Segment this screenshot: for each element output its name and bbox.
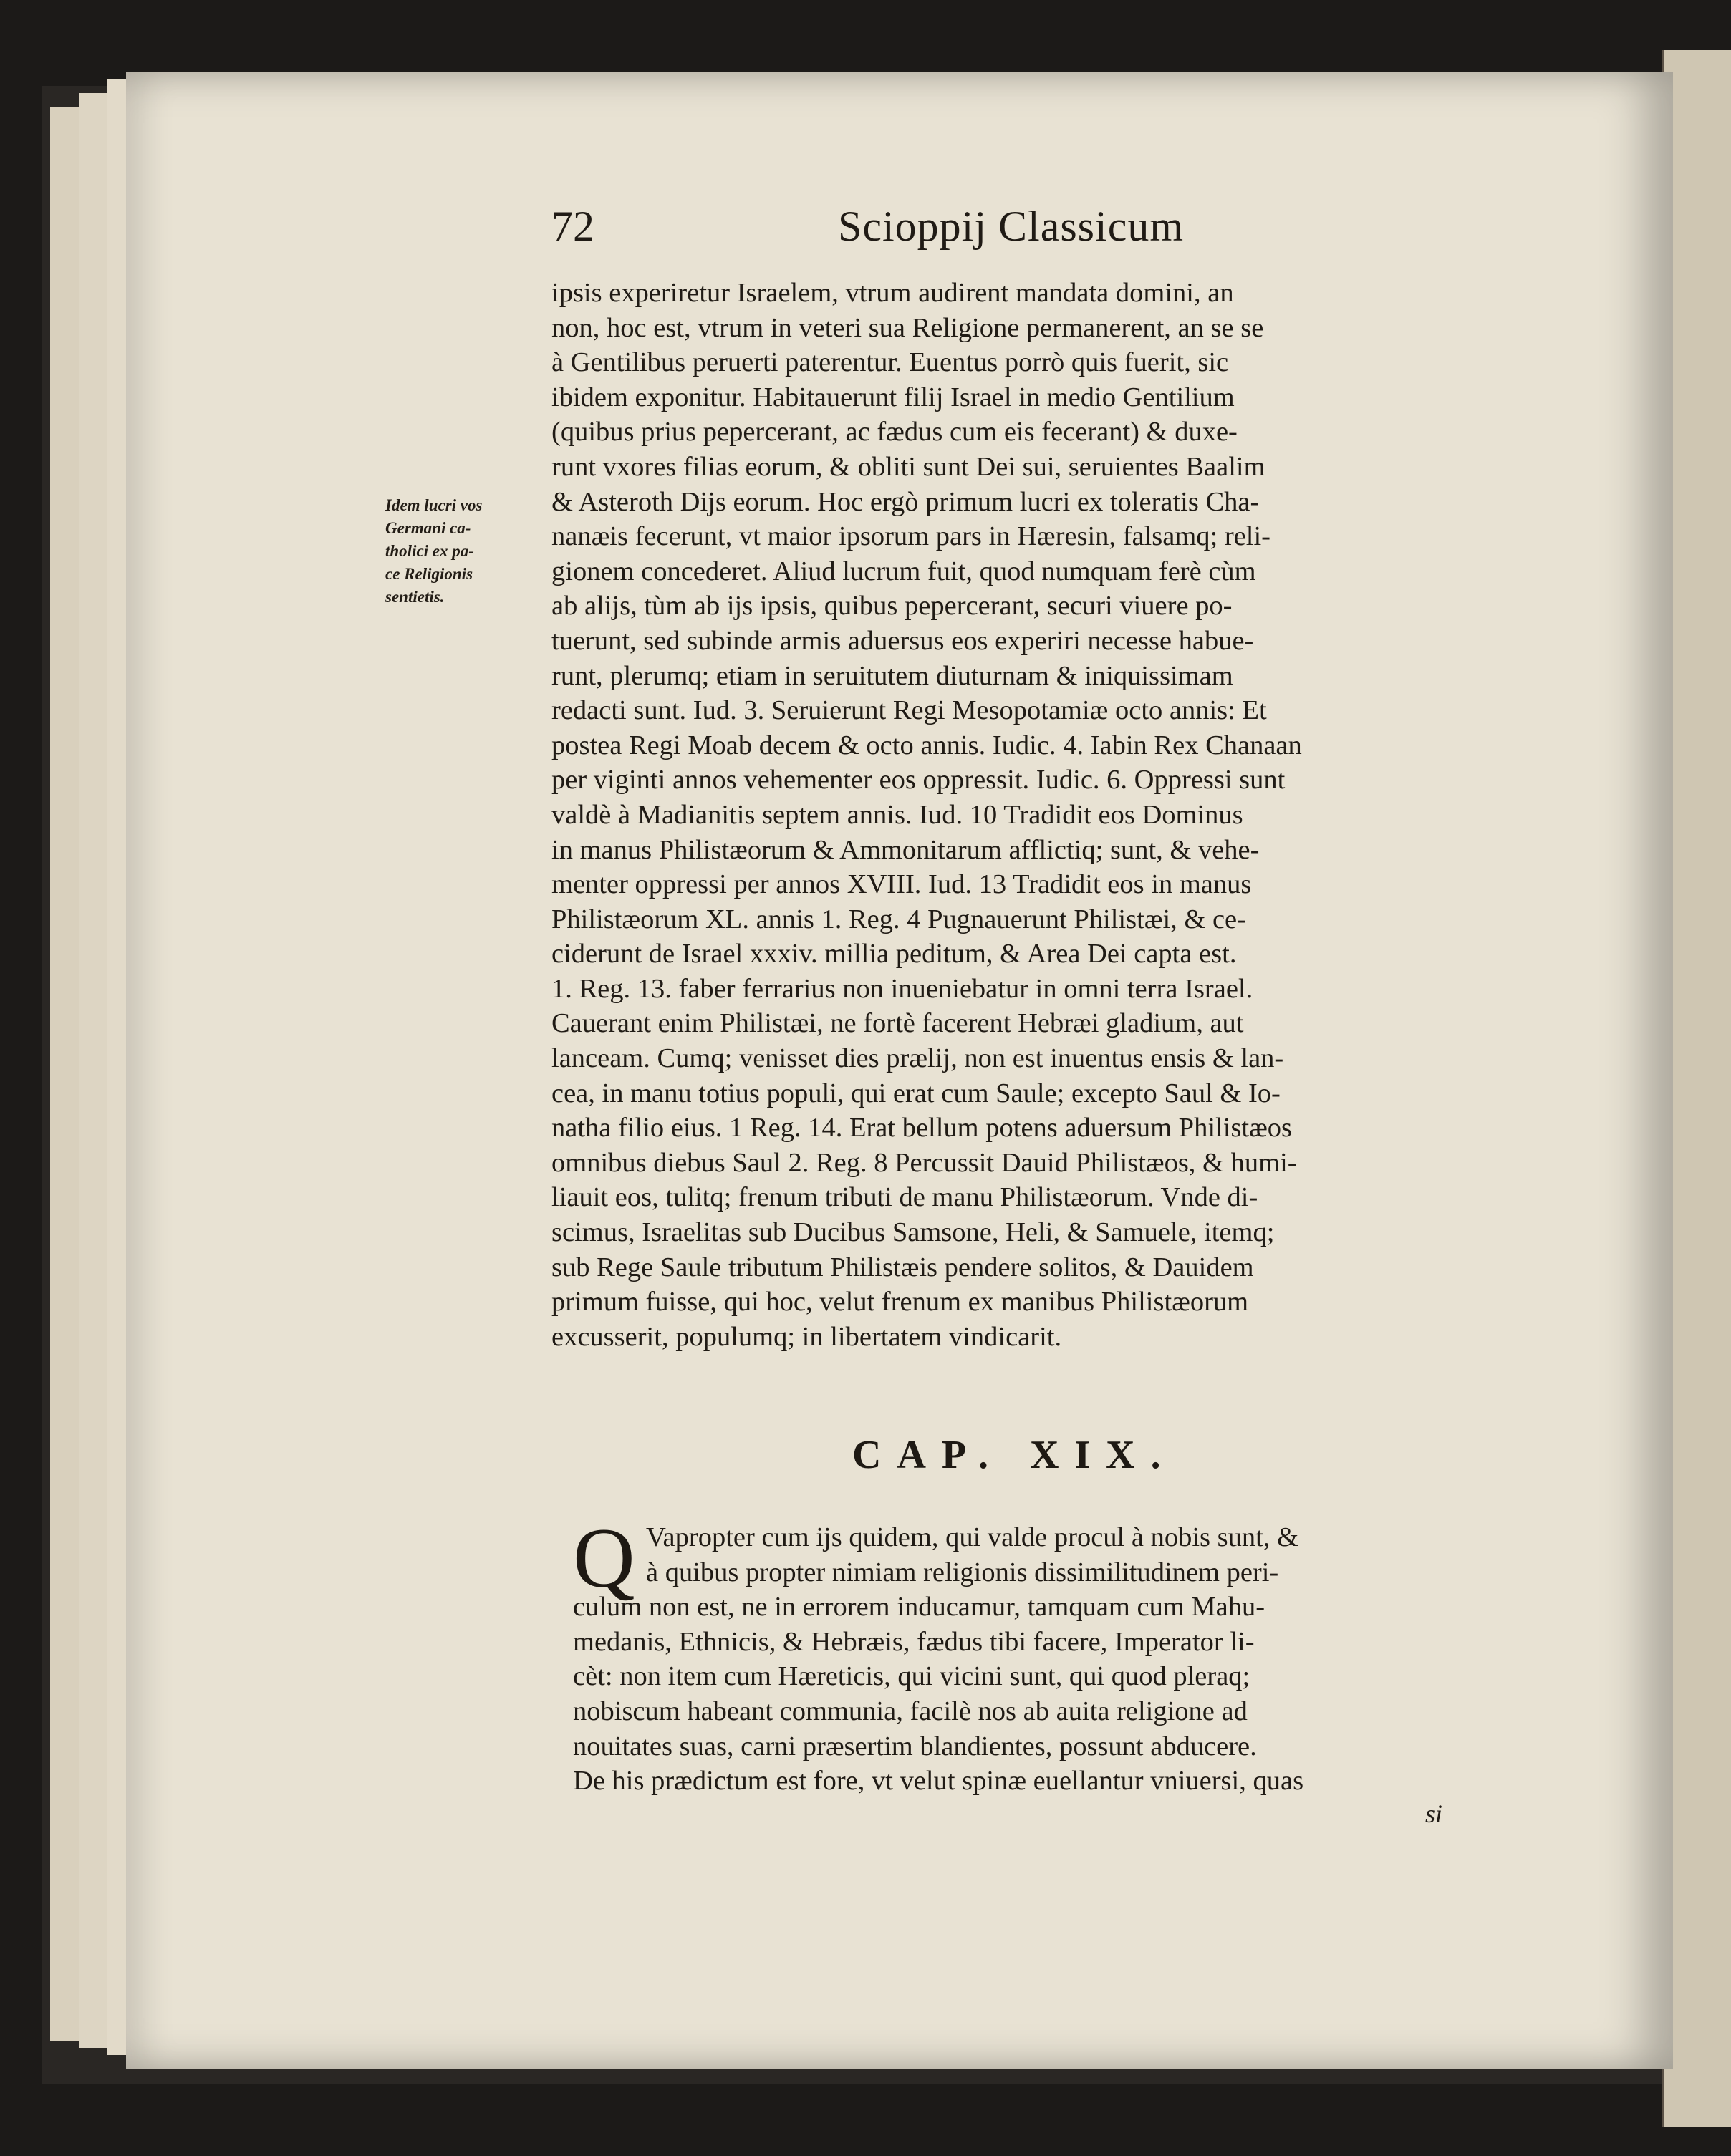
text-line: sub Rege Saule tributum Philistæis pendere solitos, & Dauidem	[551, 1252, 1254, 1282]
text-line: primum fuisse, qui hoc, velut frenum ex manibus Philistæorum	[551, 1287, 1249, 1318]
text-line: ab alijs, tùm ab ijs ipsis, quibus pepercerant, securi viuere po-	[551, 591, 1233, 622]
margin-note-line: ce Religionis	[385, 565, 473, 583]
chapter-text	[573, 1510, 1490, 1799]
text-line: liauit eos, tulitq; frenum tributi de manu Philistæorum. Vnde di-	[551, 1182, 1258, 1213]
text-line: culum non est, ne in errorem inducamur, tamquam cum Mahu-	[573, 1592, 1265, 1623]
text-line: à quibus propter nimiam religionis dissimilitudinem peri-	[646, 1557, 1279, 1587]
margin-note-line: Idem lucri vos	[385, 496, 483, 514]
text-line: omnibus diebus Saul 2. Reg. 8 Percussit Dauid Philistæos, & humi-	[551, 1147, 1297, 1178]
text-line: runt, plerumq; etiam in seruitutem diuturnam & iniquissimam	[551, 660, 1233, 691]
text-line: lanceam. Cumq; venisset dies prælij, non est inuentus ensis & lan-	[551, 1043, 1284, 1074]
text-line: menter oppressi per annos XVIII. Iud. 13 Tradidit eos in manus	[551, 869, 1252, 900]
text-line: medanis, Ethnicis, & Hebræis, fædus tibi facere, Imperator li-	[573, 1626, 1255, 1657]
margin-note-line: sentietis.	[385, 588, 445, 606]
text-line: à Gentilibus peruerti paterentur. Euentus porrò quis fuerit, sic	[551, 347, 1229, 378]
text-line: nouitates suas, carni præsertim blandientes, possunt abducere.	[573, 1731, 1257, 1761]
text-line: per viginti annos vehementer eos oppressit. Iudic. 6. Oppressi sunt	[551, 765, 1286, 796]
text-line: ibidem exponitur. Habitauerunt filij Israel in medio Gentilium	[551, 382, 1235, 412]
text-line: (quibus prius pepercerant, ac fædus cum eis fecerant) & duxe-	[551, 417, 1238, 448]
text-line: tuerunt, sed subinde armis aduersus eos experiri necesse habue-	[551, 625, 1254, 656]
text-line: scimus, Israelitas sub Ducibus Samsone, Heli, & Samuele, itemq;	[551, 1217, 1275, 1248]
text-line: Philistæorum XL. annis 1. Reg. 4 Pugnauerunt Philistæi, & ce-	[551, 904, 1246, 934]
text-line: redacti sunt. Iud. 3. Seruierunt Regi Mesopotamiæ octo annis: Et	[551, 695, 1267, 726]
running-head	[551, 202, 1482, 259]
chapter-heading: CAP. XIX.	[852, 1433, 1177, 1477]
text-line: & Asteroth Dijs eorum. Hoc ergò primum lucri ex toleratis Cha-	[551, 486, 1260, 517]
text-line: Vapropter cum ijs quidem, qui valde procul à nobis sunt, &	[646, 1522, 1299, 1552]
body-text	[551, 276, 1482, 1354]
text-line: valdè à Madianitis septem annis. Iud. 10 Tradidit eos Dominus	[551, 799, 1243, 830]
text-line: Cauerant enim Philistæi, ne fortè facerent Hebræi gladium, aut	[551, 1008, 1244, 1039]
text-line: natha filio eius. 1 Reg. 14. Erat bellum potens aduersum Philistæos	[551, 1113, 1293, 1144]
text-line: ciderunt de Israel xxxiv. millia peditum, & Area Dei capta est.	[551, 939, 1237, 970]
text-line: cèt: non item cum Hæreticis, qui vicini sunt, qui quod pleraq;	[573, 1661, 1250, 1692]
text-line: runt vxores filias eorum, & obliti sunt Dei sui, seruientes Baalim	[551, 451, 1265, 482]
margin-note	[385, 494, 539, 609]
text-line: in manus Philistæorum & Ammonitarum afflictiq; sunt, & vehe-	[551, 834, 1260, 865]
text-line: postea Regi Moab decem & octo annis. Iudic. 4. Iabin Rex Chanaan	[551, 730, 1302, 760]
text-line: nanæis fecerunt, vt maior ipsorum pars in Hæresin, falsamq; reli-	[551, 521, 1270, 552]
drop-cap: Q	[573, 1510, 635, 1605]
text-line: excusserit, populumq; in libertatem vindicarit.	[551, 1321, 1062, 1352]
page-title: Scioppij Classicum	[838, 203, 1184, 250]
margin-note-line: tholici ex pa-	[385, 542, 474, 560]
text-line: gionem concederet. Aliud lucrum fuit, quod numquam ferè cùm	[551, 556, 1256, 586]
page-number: 72	[551, 203, 594, 250]
text-line: De his prædictum est fore, vt velut spinæ euellantur vniuersi, quas	[573, 1766, 1304, 1797]
text-line: non, hoc est, vtrum in veteri sua Religione permanerent, an se se	[551, 312, 1264, 343]
text-line: nobiscum habeant communia, facilè nos ab auita religione ad	[573, 1696, 1248, 1726]
text-line: cea, in manu totius populi, qui erat cum Saule; excepto Saul & Io-	[551, 1078, 1281, 1108]
catchword: si	[1425, 1799, 1443, 1828]
margin-note-line: Germani ca-	[385, 519, 471, 537]
text-line: 1. Reg. 13. faber ferrarius non inueniebatur in omni terra Israel.	[551, 973, 1253, 1004]
text-line: ipsis experiretur Israelem, vtrum audirent mandata domini, an	[551, 278, 1234, 308]
